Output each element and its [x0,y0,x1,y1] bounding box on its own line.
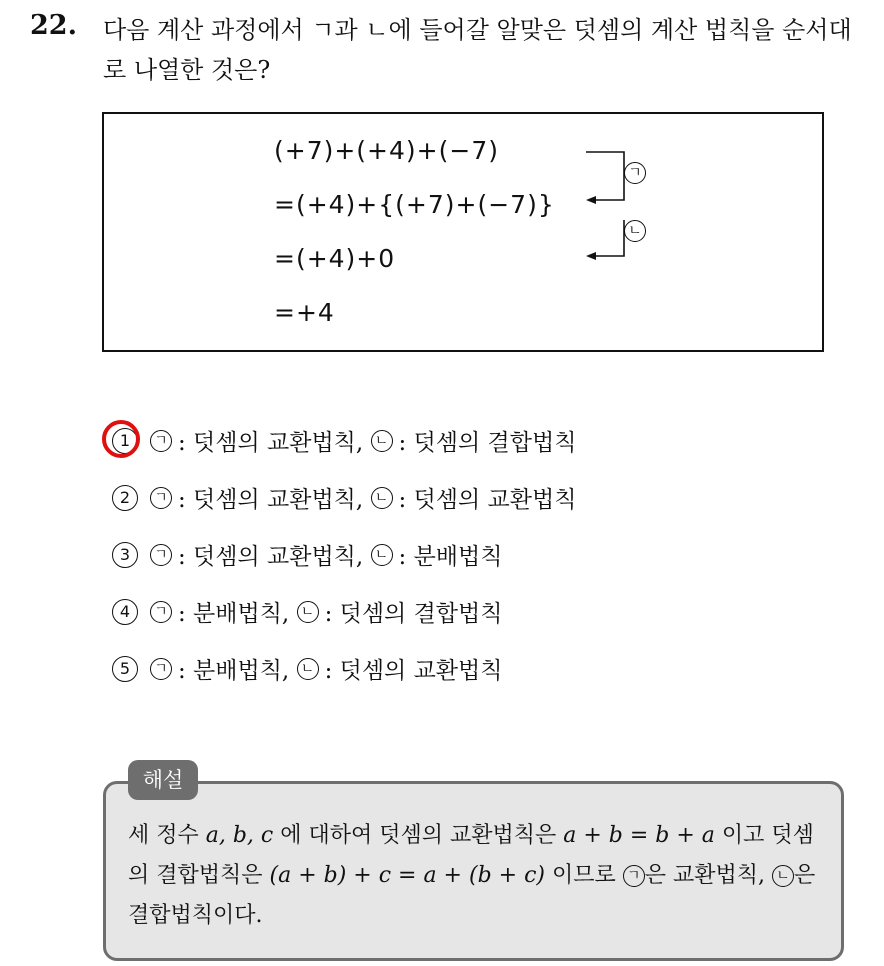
choice-number: 4 [112,599,138,625]
arrowhead-b [586,252,596,260]
choice-number: 3 [112,542,138,568]
choice-a-text: : 덧셈의 교환법칙, [178,544,364,570]
bracket-arrow-b [592,220,624,256]
solution-part-4: 이므로 [544,863,623,888]
circled-label-b: ㄴ [624,220,646,242]
choice-a-text: : 덧셈의 교환법칙, [178,430,364,456]
choice-number: 5 [112,656,138,682]
calc-line-3: =(+4)+0 [274,244,396,273]
choice-b-text: : 덧셈의 교환법칙 [324,658,503,684]
question-number: 22. [30,10,77,41]
choice-4[interactable] [108,583,576,640]
solution-part-3: 이고 덧셈의 결합법칙은 [128,823,814,888]
circled-b: ㄴ [371,430,393,452]
choice-number: 2 [112,485,138,511]
selected-mark-icon [102,420,140,458]
choice-5[interactable] [108,640,576,697]
solution-part-1: 세 정수 [128,823,206,848]
choice-number: 1 [112,428,138,454]
choice-2[interactable] [108,469,576,526]
solution-text [128,816,828,936]
associative-formula: (a + b) + c = a + (b + c) [269,863,545,888]
choice-b-text: : 덧셈의 결합법칙 [324,601,503,627]
solution-part-2: 에 대하여 덧셈의 교환법칙은 [273,823,564,848]
bracket-arrows [574,134,674,264]
solution-tag: 해설 [128,760,198,800]
circled-a: ㄱ [150,487,172,509]
solution-part-5: 은 교환법칙, [644,863,772,888]
circled-b: ㄴ [297,601,319,623]
choice-a-text: : 분배법칙, [178,601,290,627]
choice-b-text: : 분배법칙 [398,544,503,570]
circled-a: ㄱ [150,544,172,566]
solution-vars: a, b, c [205,823,274,848]
calc-line-2: =(+4)+{(+7)+(−7)} [274,190,555,219]
choice-3[interactable] [108,526,576,583]
solution-circled-a: ㄱ [623,865,645,887]
choice-b-text: : 덧셈의 결합법칙 [398,430,577,456]
circled-a: ㄱ [150,658,172,680]
question-text: 다음 계산 과정에서 ㄱ과 ㄴ에 들어갈 알맞은 덧셈의 계산 법칙을 순서대로 나열한 것은? [103,16,852,84]
calc-line-1: (+7)+(+4)+(−7) [274,136,499,165]
circled-b: ㄴ [371,544,393,566]
choice-b-text: : 덧셈의 교환법칙 [398,487,577,513]
arrowhead-a [586,196,596,204]
choice-a-text: : 분배법칙, [178,658,290,684]
circled-a: ㄱ [150,430,172,452]
circled-b: ㄴ [371,487,393,509]
circled-b: ㄴ [297,658,319,680]
commutative-formula: a + b = b + a [563,823,715,848]
choice-1[interactable] [108,412,576,469]
answer-choices [108,412,576,697]
solution-part-6: 은 결합법칙이다. [128,863,816,928]
bracket-arrow-a [586,152,624,200]
choice-a-text: : 덧셈의 교환법칙, [178,487,364,513]
calculation-box [102,112,824,352]
circled-label-a: ㄱ [624,162,646,184]
solution-circled-b: ㄴ [772,865,794,887]
circled-a: ㄱ [150,601,172,623]
calc-line-4: =+4 [274,298,335,327]
